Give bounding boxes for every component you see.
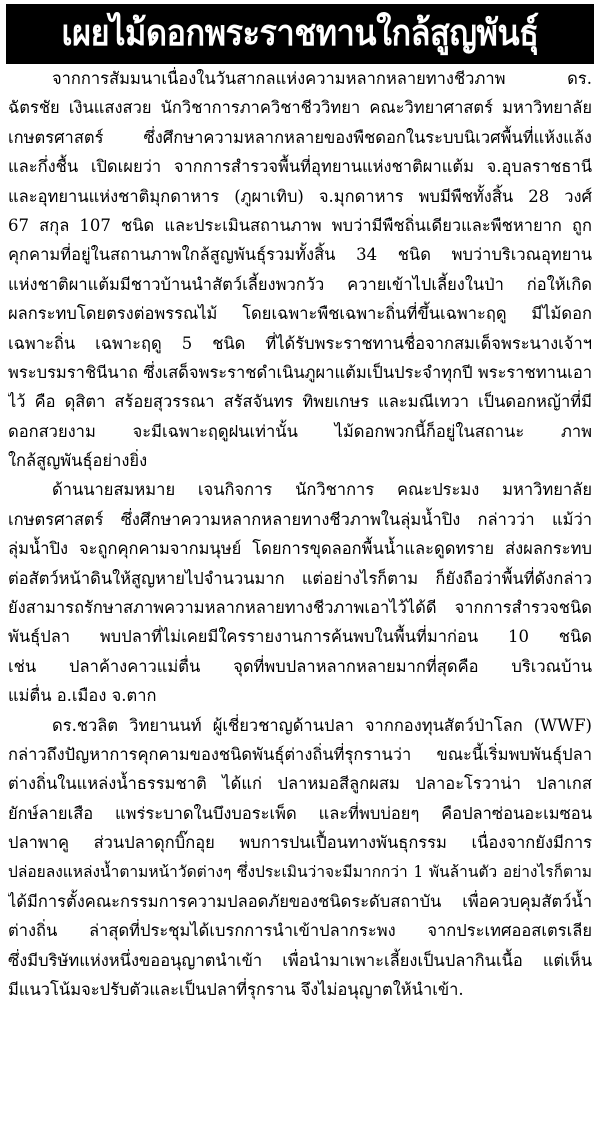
paragraph-line: และอุทยานแห่งชาติมุกดาหาร (ภูผาเทิบ) จ.มุกดาหาร พบมีพืชทั้งสิ้น 28 วงศ์ [8, 186, 592, 206]
paragraph-line: ปล่อยลงแหล่งน้ำตามหน้าวัดต่างๆ ซึ่งประเมินว่าจะมีมากกว่า 1 พันล้านตัว อย่างไรก็ตาม [8, 862, 592, 881]
headline-banner [6, 4, 594, 64]
paragraph-line: เกษตรศาสตร์ ซึ่งศึกษาความหลากหลายทางชีวภาพในลุ่มน้ำปิง กล่าวว่า แม้ว่า [8, 509, 592, 529]
article-paragraph [8, 711, 592, 1005]
paragraph-line: พันธุ์ปลา พบปลาที่ไม่เคยมีใครรายงานการค้นพบในพื้นที่มาก่อน 10 ชนิด [8, 627, 592, 647]
paragraph-line: เฉพาะถิ่น เฉพาะฤดู 5 ชนิด ที่ได้รับพระราชทานชื่อจากสมเด็จพระนางเจ้าฯ [8, 333, 592, 353]
paragraph-line: ซึ่งมีบริษัทแห่งหนึ่งขออนุญาตนำเข้า เพื่อนำมาเพาะเลี้ยงเป็นปลากินเนื้อ แต่เห็น [8, 950, 592, 970]
paragraph-line: ยังสามารถรักษาสภาพความหลากหลายทางชีวภาพเอาไว้ได้ดี จากการสำรวจชนิด [8, 598, 592, 618]
paragraph-line: กล่าวถึงปัญหาการคุกคามของชนิดพันธุ์ต่างถิ่นที่รุกรานว่า ขณะนี้เริ่มพบพันธุ์ปลา [8, 744, 592, 764]
paragraph-line: แม่ตื่น อ.เมือง จ.ตาก [8, 686, 157, 706]
paragraph-line: ไว้ คือ ดุสิตา สร้อยสุวรรณา สรัสจันทร ทิพยเกษร และมณีเทวา เป็นดอกหญ้าที่มี [8, 392, 592, 412]
paragraph-line: ต่อสัตว์หน้าดินให้สูญหายไปจำนวนมาก แต่อย่างไรก็ตาม ก็ยังถือว่าพื้นที่ดังกล่าว [8, 568, 592, 588]
article-paragraph [8, 475, 592, 710]
article-paragraph [8, 64, 592, 475]
headline: เผยไม้ดอกพระราชทานใกล้สูญพันธุ์ [61, 13, 539, 54]
paragraph-line: ยักษ์ลายเสือ แพร่ระบาดในบึงบอระเพ็ด และที่พบบ่อยๆ คือปลาซ่อนอะเมซอน [8, 803, 592, 823]
paragraph-line: ดร.ชวลิต วิทยานนท์ ผู้เชี่ยวชาญด้านปลา จากกองทุนสัตว์ป่าโลก (WWF) [52, 715, 592, 735]
article-body [8, 64, 592, 1126]
paragraph-line: ต่างถิ่น ล่าสุดที่ประชุมได้เบรกการนำเข้าปลากระพง จากประเทศออสเตรเลีย [8, 921, 592, 941]
paragraph-line: และกึ่งชื้น เปิดเผยว่า จากการสำรวจพื้นที่อุทยานแห่งชาติผาแต้ม จ.อุบลราชธานี [8, 157, 592, 177]
paragraph-line: 67 สกุล 107 ชนิด และประเมินสถานภาพ พบว่ามีพืชถิ่นเดียวและพืชหายาก ถูก [8, 215, 592, 235]
paragraph-line: ใกล้สูญพันธุ์อย่างยิ่ง [8, 451, 148, 471]
paragraph-line: แห่งชาติผาแต้มมีชาวบ้านนำสัตว์เลี้ยงพวกวัว ควายเข้าไปเลี้ยงในป่า ก่อให้เกิด [8, 274, 592, 294]
paragraph-line: ดอกสวยงาม จะมีเฉพาะฤดูฝนเท่านั้น ไม้ดอกพวกนี้ก็อยู่ในสถานะ ภาพ [8, 421, 592, 441]
paragraph-line: ต่างถิ่นในแหล่งน้ำธรรมชาติ ได้แก่ ปลาหมอสีลูกผสม ปลาอะโรวาน่า ปลาเกส [8, 774, 592, 794]
paragraph-line: ปลาพาคู ส่วนปลาดุกบิ๊กอุย พบการปนเปื้อนทางพันธุกรรม เนื่องจากยังมีการ [8, 833, 592, 853]
paragraph-line: เกษตรศาสตร์ ซึ่งศึกษาความหลากหลายของพืชดอกในระบบนิเวศพื้นที่แห้งแล้ง [8, 127, 592, 147]
paragraph-line: ฉัตรชัย เงินแสงสวย นักวิชาการภาควิชาชีววิทยา คณะวิทยาศาสตร์ มหาวิทยาลัย [8, 98, 592, 118]
paragraph-line: เช่น ปลาค้างคาวแม่ตื่น จุดที่พบปลาหลากหลายมากที่สุดคือ บริเวณบ้าน [8, 656, 592, 676]
paragraph-line: คุกคามที่อยู่ในสถานภาพใกล้สูญพันธุ์รวมทั้งสิ้น 34 ชนิด พบว่าบริเวณอุทยาน [8, 245, 592, 265]
paragraph-line: ผลกระทบโดยตรงต่อพรรณไม้ โดยเฉพาะพืชเฉพาะถิ่นที่ขึ้นเฉพาะฤดู มีไม้ดอก [8, 304, 592, 324]
paragraph-line: พระบรมราชินีนาถ ซึ่งเสด็จพระราชดำเนินภูผาแต้มเป็นประจำทุกปี พระราชทานเอา [8, 362, 592, 382]
paragraph-line: ได้มีการตั้งคณะกรรมการความปลอดภัยของชนิดระดับสถาบัน เพื่อควบคุมสัตว์น้ำ [8, 891, 592, 911]
paragraph-line: จากการสัมมนาเนื่องในวันสากลแห่งความหลากหลายทางชีวภาพ ดร. [52, 69, 592, 88]
paragraph-line: ด้านนายสมหมาย เจนกิจการ นักวิชาการ คณะประมง มหาวิทยาลัย [52, 480, 592, 500]
paragraph-line: ลุ่มน้ำปิง จะถูกคุกคามจากมนุษย์ โดยการขุดลอกพื้นน้ำและดูดทราย ส่งผลกระทบ [8, 539, 592, 559]
paragraph-line: มีแนวโน้มจะปรับตัวและเป็นปลาที่รุกราน จึงไม่อนุญาตให้นำเข้า. [8, 980, 464, 1000]
